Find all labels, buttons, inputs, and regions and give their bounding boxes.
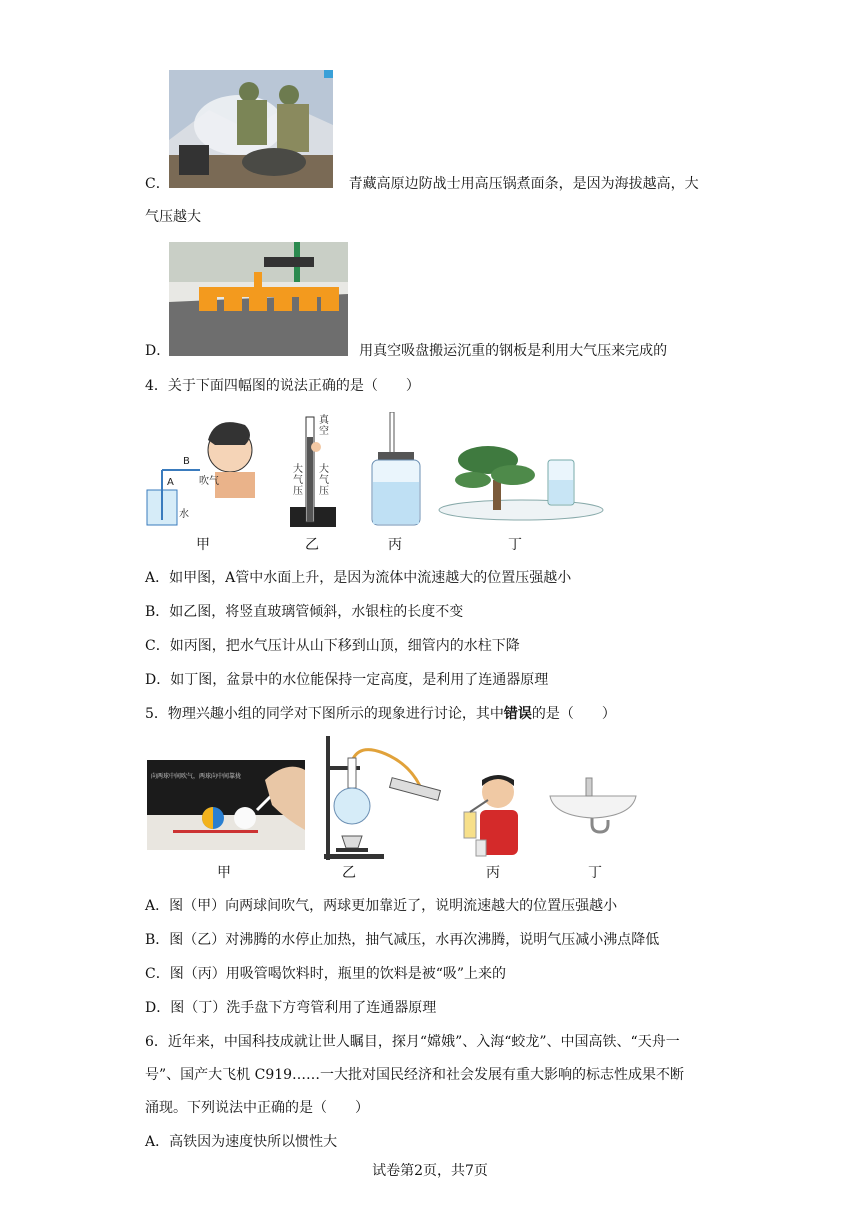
q5-option-c: C．图（丙）用吸管喝饮料时，瓶里的饮料是被“吸”上来的 xyxy=(145,966,507,982)
q5-figure-jia-photo xyxy=(147,760,305,850)
q4-stem: 4．关于下面四幅图的说法正确的是（ ） xyxy=(145,378,420,394)
option-d-text: 用真空吸盘搬运沉重的钢板是利用大气压来完成的 xyxy=(359,343,668,359)
q4-figure-jia xyxy=(145,410,265,530)
label-b: B xyxy=(183,456,190,467)
q5-stem-pre: 5．物理兴趣小组的同学对下图所示的现象进行讨论，其中 xyxy=(145,706,504,722)
q4-figure-ding xyxy=(438,430,604,522)
q4-caption-yi: 乙 xyxy=(305,537,319,553)
q5-caption-ding: 丁 xyxy=(588,865,602,881)
q4-caption-bing: 丙 xyxy=(388,537,402,553)
q5-caption-yi: 乙 xyxy=(342,865,356,881)
label-atm-right: 大气压 xyxy=(319,464,329,497)
option-c-text: 青藏高原边防战士用高压锅煮面条，是因为海拔越高，大 xyxy=(348,176,699,192)
q5-caption-bing: 丙 xyxy=(486,865,500,881)
q6-option-a: A．高铁因为速度快所以惯性大 xyxy=(145,1134,338,1150)
q5-photo-caption: 向两球中间吹气，两球向中间靠拢 xyxy=(151,773,242,780)
label-atm-left: 大气压 xyxy=(293,464,303,497)
q5-stem-post: 的是（ ） xyxy=(531,706,616,722)
soldiers-cooking-photo xyxy=(169,70,333,188)
q6-stem-line2: 号”、国产大飞机 C919……一大批对国民经济和社会发展有重大影响的标志性成果不断 xyxy=(145,1067,685,1083)
q5-stem-emphasis: 错误 xyxy=(503,706,532,722)
q4-caption-ding: 丁 xyxy=(508,537,522,553)
label-vacuum: 真空 xyxy=(319,415,329,437)
label-blow: 吹气 xyxy=(199,476,219,487)
option-c-line1 xyxy=(145,173,699,195)
q4-figure-bing xyxy=(368,412,424,530)
page-footer: 试卷第2页，共7页 xyxy=(372,1163,488,1179)
q5-figure-yi xyxy=(320,736,446,860)
q6-stem-line3: 涌现。下列说法中正确的是（ ） xyxy=(145,1100,369,1116)
q4-option-d: D．如丁图，盆景中的水位能保持一定高度，是利用了连通器原理 xyxy=(145,672,549,688)
q4-option-c: C．如丙图，把水气压计从山下移到山顶，细管内的水柱下降 xyxy=(145,638,520,654)
vacuum-suction-steel-photo xyxy=(169,242,348,356)
option-d-line xyxy=(145,340,667,362)
q5-figure-bing xyxy=(458,770,528,860)
q5-option-a: A．图（甲）向两球间吹气，两球更加靠近了，说明流速越大的位置压强越小 xyxy=(145,898,618,914)
q4-figure-yi xyxy=(288,412,338,532)
q4-option-a: A．如甲图，A管中水面上升，是因为流体中流速越大的位置压强越小 xyxy=(145,570,572,586)
option-d-label: D． xyxy=(145,343,171,359)
label-water: 水 xyxy=(179,509,189,520)
q4-caption-jia: 甲 xyxy=(196,537,210,553)
q5-caption-jia: 甲 xyxy=(217,865,231,881)
q5-stem xyxy=(145,703,616,725)
option-c-line2: 气压越大 xyxy=(145,209,201,225)
q5-option-b: B．图（乙）对沸腾的水停止加热，抽气减压，水再次沸腾，说明气压减小沸点降低 xyxy=(145,932,660,948)
q5-option-d: D．图（丁）洗手盘下方弯管利用了连通器原理 xyxy=(145,1000,437,1016)
option-c-label: C． xyxy=(145,176,170,192)
label-a: A xyxy=(167,477,174,488)
q6-stem-line1: 6．近年来，中国科技成就让世人瞩目，探月“嫦娥”、入海“蛟龙”、中国高铁、“天舟一 xyxy=(145,1034,680,1050)
q5-figure-ding xyxy=(548,776,638,834)
q4-option-b: B．如乙图，将竖直玻璃管倾斜，水银柱的长度不变 xyxy=(145,604,464,620)
